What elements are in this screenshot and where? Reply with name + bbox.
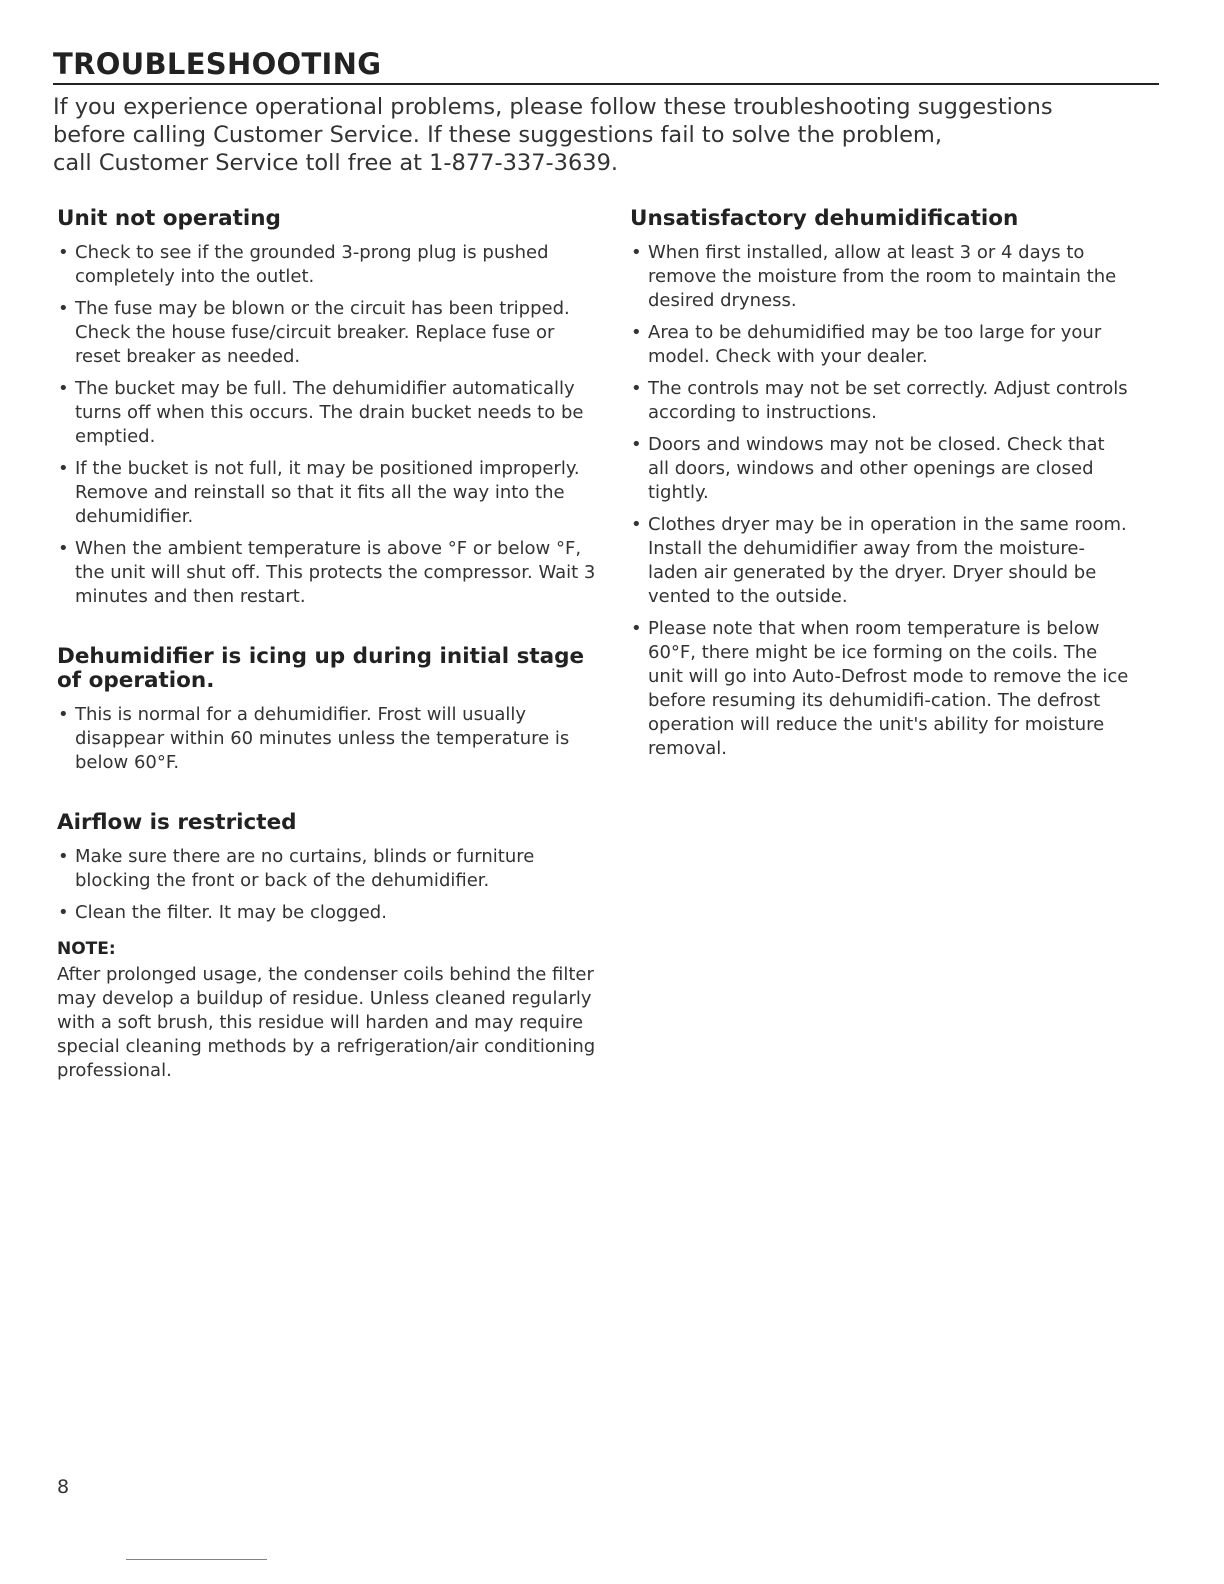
list-item [630,617,1130,761]
section-unsatisfactory-dehumidification [630,207,1130,761]
bullet-icon: • [631,514,642,535]
list-item-text: Please note that when room temperature is below 60°F, there might be ice forming on the coils. The unit will go into Auto-Defrost mode to remove the ice before resuming its dehumidifi-cation. The defrost operation will reduce the unit's ability for moisture removal. [648,618,1129,759]
list-item-text: When first installed, allow at least 3 or 4 days to remove the moisture from the room to maintain the desired dryness. [648,242,1117,311]
bullet-icon: • [58,902,69,923]
list-item-text: When the ambient temperature is above °F or below °F, the unit will shut off. This protects the compressor. Wait 3 minutes and then restart. [75,538,596,607]
list-item [630,241,1130,313]
section-unit-not-operating [57,207,602,609]
bullet-list [57,241,602,609]
list-item [57,241,602,289]
bullet-icon: • [631,322,642,343]
list-item-text: This is normal for a dehumidifier. Frost will usually disappear within 60 minutes unless the temperature is below 60°F. [75,704,570,773]
list-item-text: Check to see if the grounded 3-prong plug is pushed completely into the outlet. [75,242,549,287]
list-item-text: Area to be dehumidified may be too large for your model. Check with your dealer. [648,322,1102,367]
list-item-text: If the bucket is not full, it may be positioned improperly. Remove and reinstall so that it fits all the way into the dehumidifier. [75,458,580,527]
list-item [630,513,1130,609]
left-column [57,207,602,1119]
bullet-icon: • [631,378,642,399]
list-item [57,901,602,925]
bullet-icon: • [58,378,69,399]
list-item [57,703,602,775]
intro-paragraph [53,93,1163,177]
bullet-list [57,845,602,925]
bullet-icon: • [58,242,69,263]
bullet-icon: • [58,298,69,319]
intro-line: If you experience operational problems, please follow these troubleshooting suggestions [53,94,1053,120]
list-item [57,377,602,449]
section-heading: Unsatisfactory dehumidification [630,206,1019,231]
bullet-icon: • [58,846,69,867]
page-number: 8 [57,1476,70,1498]
bullet-icon: • [58,704,69,725]
list-item [57,537,602,609]
list-item-text: Make sure there are no curtains, blinds or furniture blocking the front or back of the dehumidifier. [75,846,535,891]
list-item-text: Clothes dryer may be in operation in the same room. Install the dehumidifier away from the moisture-laden air generated by the dryer. Dryer should be vented to the outside. [648,514,1127,607]
note-label: NOTE: [57,939,116,959]
list-item [57,845,602,893]
list-item-text: Doors and windows may not be closed. Check that all doors, windows and other openings are closed tightly. [648,434,1105,503]
list-item [630,377,1130,425]
list-item [630,321,1130,369]
bullet-icon: • [58,538,69,559]
bullet-icon: • [631,242,642,263]
list-item [630,433,1130,505]
right-column [630,207,1130,797]
note-text: After prolonged usage, the condenser coils behind the filter may develop a buildup of residue. Unless cleaned regularly with a soft brush, this residue will harden and may require special cleaning methods by a refrigeration/air conditioning professional. [57,964,596,1081]
bullet-icon: • [631,434,642,455]
section-heading: Airflow is restricted [57,810,297,835]
page-title: TROUBLESHOOTING [53,46,1159,85]
intro-line: call Customer Service toll free at 1-877-337-3639. [53,150,619,176]
list-item-text: Clean the filter. It may be clogged. [75,902,387,923]
intro-line: before calling Customer Service. If these suggestions fail to solve the problem, [53,122,942,148]
list-item-text: The bucket may be full. The dehumidifier automatically turns off when this occurs. The drain bucket needs to be emptied. [75,378,584,447]
section-heading: Unit not operating [57,206,281,231]
section-icing [57,645,602,775]
bullet-list [57,703,602,775]
list-item-text: The fuse may be blown or the circuit has been tripped. Check the house fuse/circuit breaker. Replace fuse or reset breaker as needed. [75,298,570,367]
list-item [57,457,602,529]
section-airflow [57,811,602,1083]
section-heading: Dehumidifier is icing up during initial stage of operation. [57,644,585,693]
link-underline-mark [126,1559,267,1560]
list-item-text: The controls may not be set correctly. Adjust controls according to instructions. [648,378,1128,423]
bullet-list [630,241,1130,761]
bullet-icon: • [631,618,642,639]
list-item [57,297,602,369]
bullet-icon: • [58,458,69,479]
